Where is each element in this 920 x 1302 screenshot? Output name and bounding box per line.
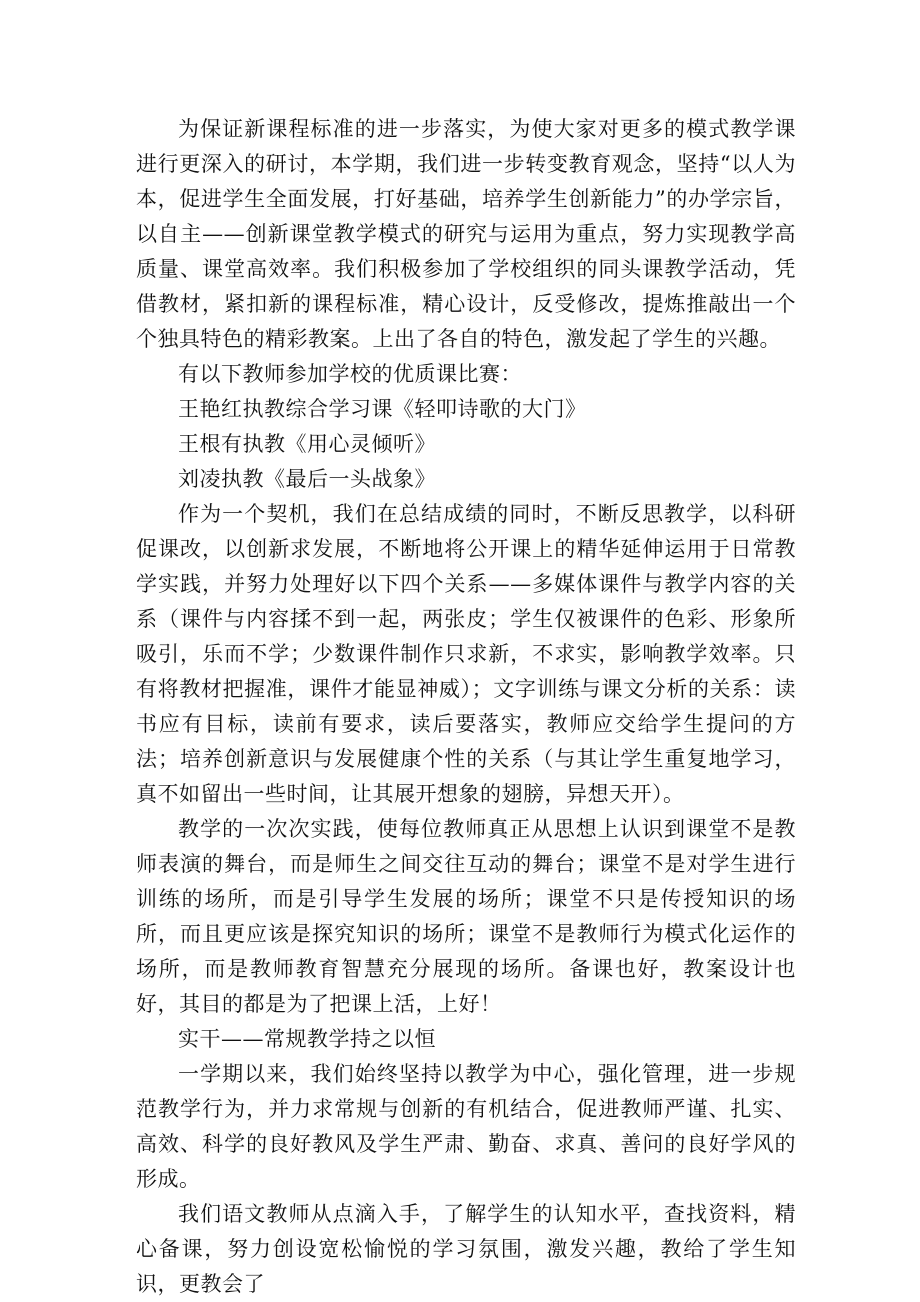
paragraph-intro: 为保证新课程标准的进一步落实，为使大家对更多的模式教学课进行更深入的研讨，本学期，我们进一步转变教育观念，坚持“以人为本，促进学生全面发展，打好基础，培养学生创新能力”的办学宗旨，以自主——创新课堂教学模式的研究与运用为重点，努力实现教学高质量、课堂高效率。我们积极参加了学校组织的同头课教学活动，凭借教材，紧扣新的课程标准，精心设计，反受修改，提炼推敲出一个个独具特色的精彩教案。上出了各自的特色，激发起了学生的兴趣。	[136, 117, 796, 351]
paragraph-chinese-teachers: 我们语文教师从点滴入手，了解学生的认知水平，查找资料，精心备课，努力创设宽松愉悦的学习氛围，激发兴趣，教给了学生知识，更教会了	[136, 1202, 796, 1296]
paragraph-classroom: 教学的一次次实践，使每位教师真正从思想上认识到课堂不是教师表演的舞台，而是师生之间交往互动的舞台；课堂不是对学生进行训练的场所，而是引导学生发展的场所；课堂不只是传授知识的场所，而且更应该是探究知识的场所；课堂不是教师行为模式化运作的场所，而是教师教育智慧充分展现的场所。备课也好，教案设计也好，其目的都是为了把课上活，上好！	[136, 817, 796, 1016]
document-body	[136, 112, 796, 1302]
paragraph-teacher-1: 王艳红执教综合学习课《轻叩诗歌的大门》	[178, 397, 587, 421]
paragraph-teacher-2: 王根有执教《用心灵倾听》	[178, 432, 436, 456]
paragraph-competition-intro: 有以下教师参加学校的优质课比赛：	[178, 362, 522, 386]
paragraph-reflection: 作为一个契机，我们在总结成绩的同时，不断反思教学，以科研促课改，以创新求发展，不断地将公开课上的精华延伸运用于日常教学实践，并努力处理好以下四个关系——多媒体课件与教学内容的关系（课件与内容揉不到一起，两张皮；学生仅被课件的色彩、形象所吸引，乐而不学；少数课件制作只求新，不求实，影响教学效率。只有将教材把握准，课件才能显神威）；文字训练与课文分析的关系：读书应有目标，读前有要求，读后要落实，教师应交给学生提问的方法；培养创新意识与发展健康个性的关系（与其让学生重复地学习，真不如留出一些时间，让其展开想象的翅膀，异想天开）。	[136, 502, 796, 806]
section-heading-routine: 实干——常规教学持之以恒	[178, 1027, 436, 1051]
paragraph-teacher-3: 刘凌执教《最后一头战象》	[178, 467, 436, 491]
paragraph-semester: 一学期以来，我们始终坚持以教学为中心，强化管理，进一步规范教学行为，并力求常规与创新的有机结合，促进教师严谨、扎实、高效、科学的良好教风及学生严肃、勤奋、求真、善问的良好学风的形成。	[136, 1062, 796, 1191]
